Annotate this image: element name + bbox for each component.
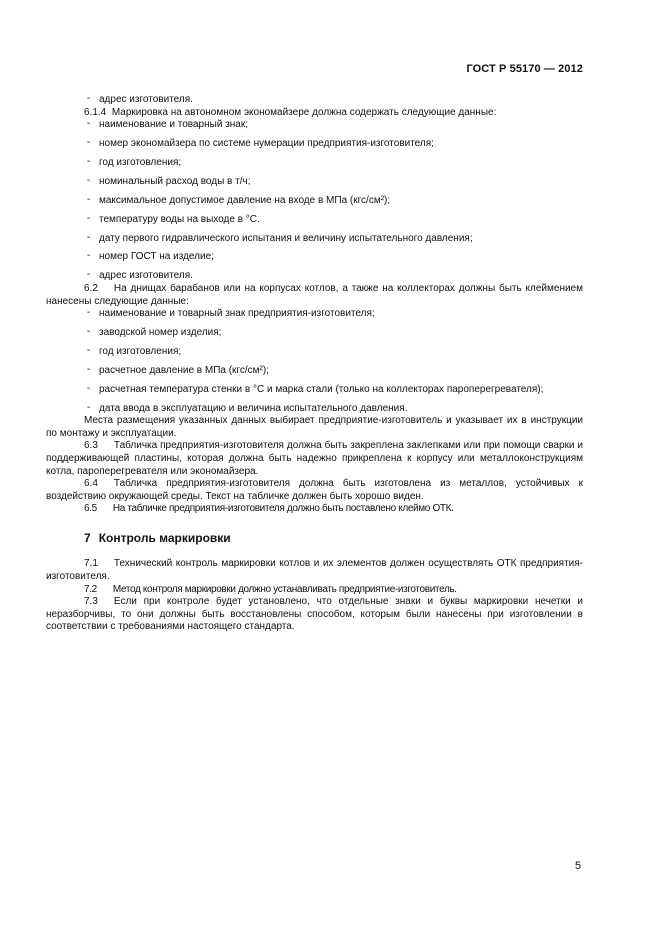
- dash-marker: -: [87, 344, 91, 356]
- clause-text: Если при контроле будет установлено, что отдельные знаки и буквы маркировки нечетки и неразборчивы, то они должны быть восстановлены способом, которым были нанесены при изготовлении в соответствии с требованиями настоящего стандарта.: [46, 596, 583, 633]
- dash-marker: -: [87, 307, 91, 319]
- list-item-text: расчетное давление в МПа (кгс/см²);: [99, 364, 269, 376]
- clause-number: 7.3: [84, 596, 98, 608]
- dash-marker: -: [87, 325, 91, 337]
- dash-marker: -: [87, 212, 91, 224]
- dash-marker: -: [87, 401, 91, 413]
- list-item: [46, 308, 583, 321]
- list-item-text: наименование и товарный знак предприятия-изготовителя;: [99, 308, 375, 320]
- dash-marker: -: [87, 231, 91, 243]
- list-item: [46, 346, 583, 359]
- dash-marker: -: [87, 118, 91, 130]
- dash-marker: -: [87, 174, 91, 186]
- list-item-text: номер экономайзера по системе нумерации предприятия-изготовителя;: [99, 138, 434, 150]
- list-item: [46, 176, 583, 189]
- list-item: [46, 365, 583, 378]
- list-item-text: номер ГОСТ на изделие;: [99, 251, 214, 263]
- section-heading: [84, 532, 583, 545]
- list-item: [46, 327, 583, 340]
- list-item-text: температуру воды на выходе в °С.: [99, 213, 260, 225]
- page-number: 5: [575, 860, 582, 872]
- clause-number: 7.2: [84, 583, 97, 595]
- dash-marker: -: [87, 269, 91, 281]
- document-body: [46, 94, 583, 634]
- clause-number: 6.2: [84, 282, 98, 294]
- list-item: [46, 94, 583, 107]
- dash-marker: -: [87, 155, 91, 167]
- list-item: [46, 138, 583, 151]
- list-item: [46, 384, 583, 397]
- clause-6-1-4: [46, 107, 583, 120]
- clause-text: На днищах барабанов или на корпусах котлов, а также на коллекторах должны быть клеймением нанесены следующие данные:: [46, 282, 583, 307]
- dash-marker: -: [87, 93, 91, 104]
- clause-7-1: [46, 558, 583, 583]
- clause-number: 6.3: [84, 440, 98, 452]
- list-item-text: дата ввода в эксплуатацию и величина испытательного давления.: [99, 402, 408, 414]
- clause-number: 6.5: [84, 503, 97, 515]
- list-item: [46, 251, 583, 264]
- list-item: [46, 157, 583, 170]
- clause-number: 6.4: [84, 478, 98, 490]
- list-item: [46, 119, 583, 132]
- clause-6-5: [46, 503, 583, 516]
- list-item-text: расчетная температура стенки в °С и марка стали (только на коллекторах пароперегревателя);: [99, 383, 544, 395]
- clause-text: Технический контроль маркировки котлов и их элементов должен осуществлять ОТК предприятия-изготовителя.: [46, 558, 583, 583]
- list-item-text: год изготовления;: [99, 345, 182, 357]
- list-item: [46, 270, 583, 283]
- document-header: ГОСТ Р 55170 — 2012: [466, 63, 583, 75]
- list-item: [46, 403, 583, 416]
- clause-6-3: [46, 440, 583, 478]
- dash-marker: -: [87, 193, 91, 205]
- dash-marker: -: [87, 382, 91, 394]
- clause-6-2: [46, 283, 583, 308]
- section-title: Контроль маркировки: [98, 530, 231, 545]
- list-item: [46, 195, 583, 208]
- clause-6-4: [46, 478, 583, 503]
- section-number: 7: [84, 530, 91, 545]
- clause-text: Маркировка на автономном экономайзере должна содержать следующие данные:: [111, 106, 497, 118]
- list-item-text: максимальное допустимое давление на входе в МПа (кгс/см²);: [99, 194, 391, 206]
- list-item-text: адрес изготовителя.: [99, 270, 193, 282]
- dash-marker: -: [87, 250, 91, 262]
- clause-7-2: [46, 584, 583, 597]
- list-item-text: номинальный расход воды в т/ч;: [99, 175, 251, 187]
- placement-note: Места размещения указанных данных выбирает предприятие-изготовитель и указывает их в инструкции по монтажу и эксплуатации.: [46, 415, 583, 439]
- dash-marker: -: [87, 137, 91, 149]
- clause-text: Табличка предприятия-изготовителя должна быть изготовлена из металлов, устойчивых к воздействию окружающей среды. Текст на табличке должен быть хорошо виден.: [46, 478, 583, 502]
- clause-number: 6.1.4: [84, 106, 107, 118]
- dash-marker: -: [87, 363, 91, 375]
- list-item-text: год изготовления;: [99, 156, 182, 168]
- clause-text: Метод контроля маркировки должно устанавливать предприятие-изготовитель.: [112, 583, 457, 595]
- list-6-2: [46, 308, 583, 415]
- list-item-text: заводской номер изделия;: [99, 326, 222, 338]
- list-item: [46, 214, 583, 227]
- list-item-text: дату первого гидравлического испытания и величину испытательного давления;: [99, 232, 473, 244]
- list-6-1-4: [46, 119, 583, 283]
- list-item-text: наименование и товарный знак;: [99, 119, 249, 131]
- list-item: [46, 233, 583, 246]
- clause-text: Табличка предприятия-изготовителя должна быть закреплена заклепками или при помощи сварки и поддерживающей пластины, которая должна быть надежно прикреплена к корпусу или металлоконструкциям котла, пароперегревателя или экономайзера.: [46, 440, 583, 477]
- clause-number: 7.1: [84, 558, 98, 570]
- clause-7-3: [46, 596, 583, 634]
- clause-text: На табличке предприятия-изготовителя должно быть поставлено клеймо ОТК.: [112, 503, 454, 515]
- list-item-text: адрес изготовителя.: [99, 94, 193, 105]
